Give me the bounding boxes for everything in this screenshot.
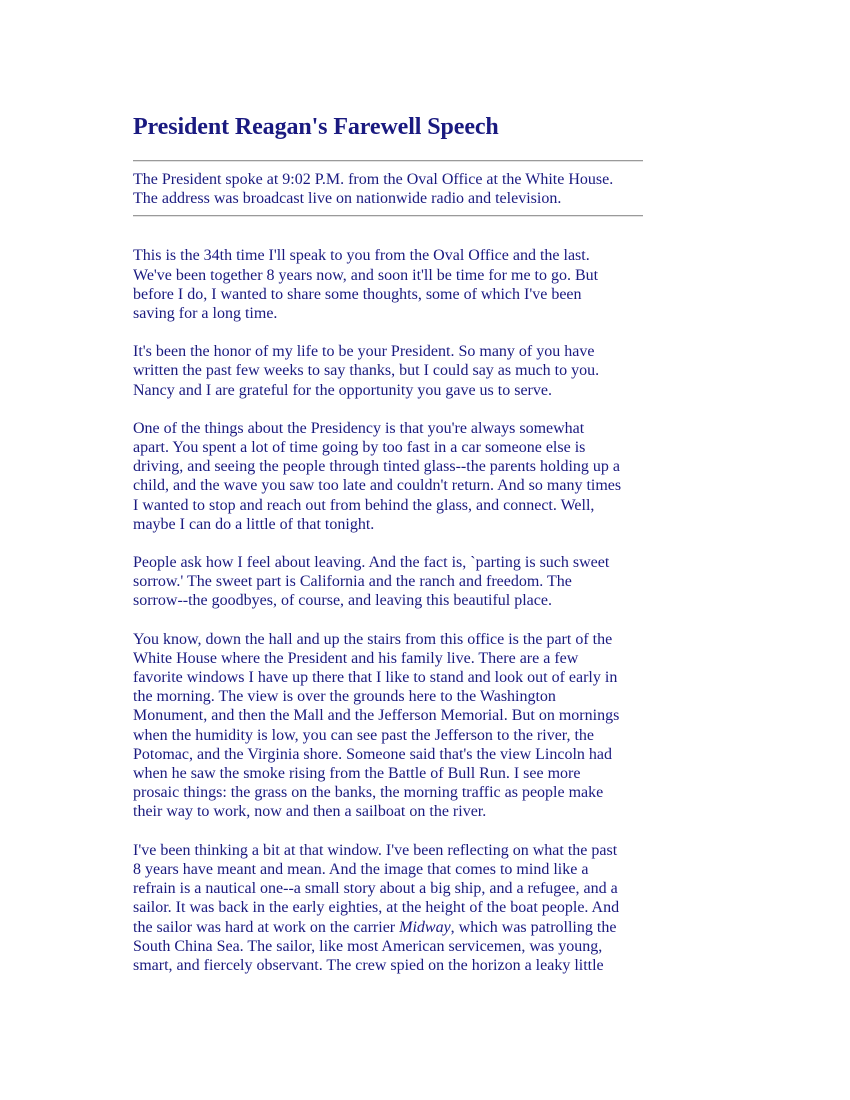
speech-paragraph: People ask how I feel about leaving. And the fact is, `parting is such sweet sorrow.' The sweet part is California and the ranch and freedom. The sorrow--the goodbyes, of course, and leaving this beautiful place. xyxy=(133,554,610,610)
bottom-divider xyxy=(133,215,643,217)
page-title: President Reagan's Farewell Speech xyxy=(133,114,499,140)
document-page xyxy=(133,112,643,975)
intro-note xyxy=(133,170,643,208)
speech-body xyxy=(133,246,643,975)
intro-line: The address was broadcast live on nationwide radio and television. xyxy=(133,190,562,208)
speech-paragraph: It's been the honor of my life to be your President. So many of you have written the past few weeks to say thanks, but I could say as much to you. Nancy and I are grateful for the opportunity you gave us to serve. xyxy=(133,343,600,399)
paragraph-text: , which was patrolling the South China Sea. The sailor, like most American servicemen, was young, smart, and fiercely observant. The crew spied on the horizon a leaky little xyxy=(133,918,617,974)
speech-paragraph xyxy=(133,841,623,975)
ship-name: Midway xyxy=(399,918,451,936)
speech-paragraph: One of the things about the Presidency is that you're always somewhat apart. You spent a lot of time going by too fast in a car someone else is driving, and seeing the people through tinted glass--the parents holding up a child, and the wave you saw too late and couldn't return. And so many times I wanted to stop and reach out from behind the glass, and connect. Well, maybe I can do a little of that tonight. xyxy=(133,419,622,533)
speech-paragraph: This is the 34th time I'll speak to you from the Oval Office and the last. We've been together 8 years now, and soon it'll be time for me to go. But before I do, I wanted to share some thoughts, some of which I've been saving for a long time. xyxy=(133,247,599,323)
top-divider xyxy=(133,160,643,162)
intro-line: The President spoke at 9:02 P.M. from the Oval Office at the White House. xyxy=(133,171,614,188)
paragraph-text: I've been thinking a bit at that window. I've been reflecting on what the past 8 years have meant and mean. And the image that comes to mind like a refrain is a nautical one--a small story about a big ship, and a refugee, and a sailor. It was back in the early eighties, at the height of the boat people. And the sailor was hard at work on the carrier xyxy=(133,841,620,936)
speech-paragraph: You know, down the hall and up the stairs from this office is the part of the White House where the President and his family live. There are a few favorite windows I have up there that I like to stand and look out of early in the morning. The view is over the grounds here to the Washington Monument, and then the Mall and the Jefferson Memorial. But on mornings when the humidity is low, you can see past the Jefferson to the river, the Potomac, and the Virginia shore. Someone said that's the view Lincoln had when he saw the smoke rising from the Battle of Bull Run. I see more prosaic things: the grass on the banks, the morning traffic as people make their way to work, now and then a sailboat on the river. xyxy=(133,630,620,821)
